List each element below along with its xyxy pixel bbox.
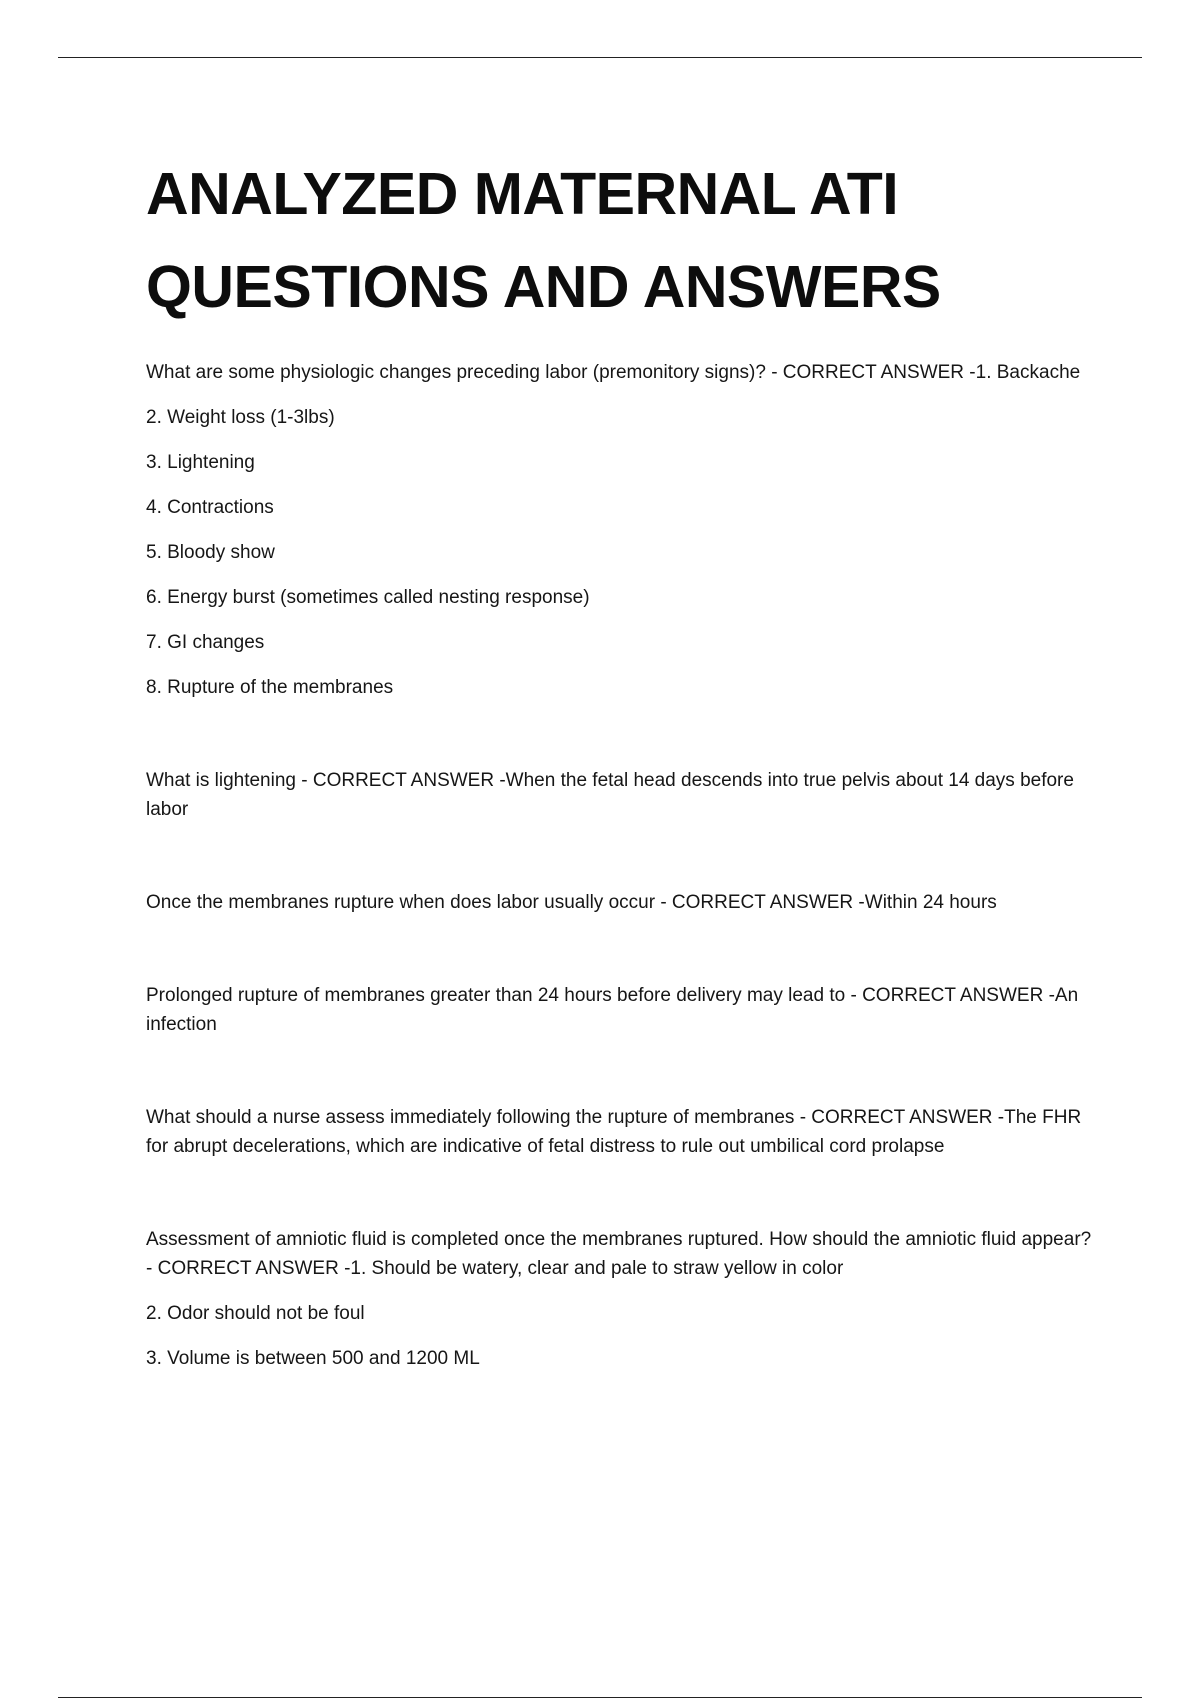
qa-block-nurse-assessment xyxy=(146,1103,1096,1161)
qa-question-answer: Once the membranes rupture when does labor usually occur - CORRECT ANSWER -Within 24 hours xyxy=(146,892,997,913)
qa-list-item: 3. Lightening xyxy=(146,452,255,473)
document-body xyxy=(146,148,1096,1373)
qa-question-answer: What are some physiologic changes preceding labor (premonitory signs)? - CORRECT ANSWER -1. Backache xyxy=(146,362,1081,383)
qa-block-labor-timing xyxy=(146,888,1096,917)
top-rule xyxy=(58,57,1142,58)
qa-list-item: 3. Volume is between 500 and 1200 ML xyxy=(146,1348,480,1369)
qa-question-answer: Prolonged rupture of membranes greater than 24 hours before delivery may lead to - CORRECT ANSWER -An infection xyxy=(146,985,1079,1035)
qa-list-item: 8. Rupture of the membranes xyxy=(146,677,394,698)
qa-list-item: 6. Energy burst (sometimes called nesting response) xyxy=(146,587,590,608)
qa-block-lightening xyxy=(146,766,1096,824)
document-title xyxy=(146,148,1096,334)
qa-list-item: 5. Bloody show xyxy=(146,542,275,563)
qa-block-premonitory-signs xyxy=(146,358,1096,702)
qa-block-prolonged-rupture xyxy=(146,981,1096,1039)
qa-question-answer: What should a nurse assess immediately following the rupture of membranes - CORRECT ANSWER -The FHR for abrupt decelerations, which are indicative of fetal distress to rule out umbilical cord prolapse xyxy=(146,1107,1082,1157)
qa-list-item: 4. Contractions xyxy=(146,497,274,518)
qa-question-answer: What is lightening - CORRECT ANSWER -When the fetal head descends into true pelvis about 14 days before labor xyxy=(146,770,1074,820)
bottom-rule xyxy=(58,1697,1142,1698)
title-line-1: ANALYZED MATERNAL ATI xyxy=(146,161,899,227)
qa-block-amniotic-fluid xyxy=(146,1225,1096,1373)
qa-list-item: 2. Weight loss (1-3lbs) xyxy=(146,407,335,428)
qa-list-item: 2. Odor should not be foul xyxy=(146,1303,365,1324)
title-line-2: QUESTIONS AND ANSWERS xyxy=(146,254,941,320)
qa-list-item: 7. GI changes xyxy=(146,632,265,653)
qa-question-answer: Assessment of amniotic fluid is completed once the membranes ruptured. How should the amniotic fluid appear? - CORRECT ANSWER -1. Should be watery, clear and pale to straw yellow in color xyxy=(146,1229,1092,1279)
